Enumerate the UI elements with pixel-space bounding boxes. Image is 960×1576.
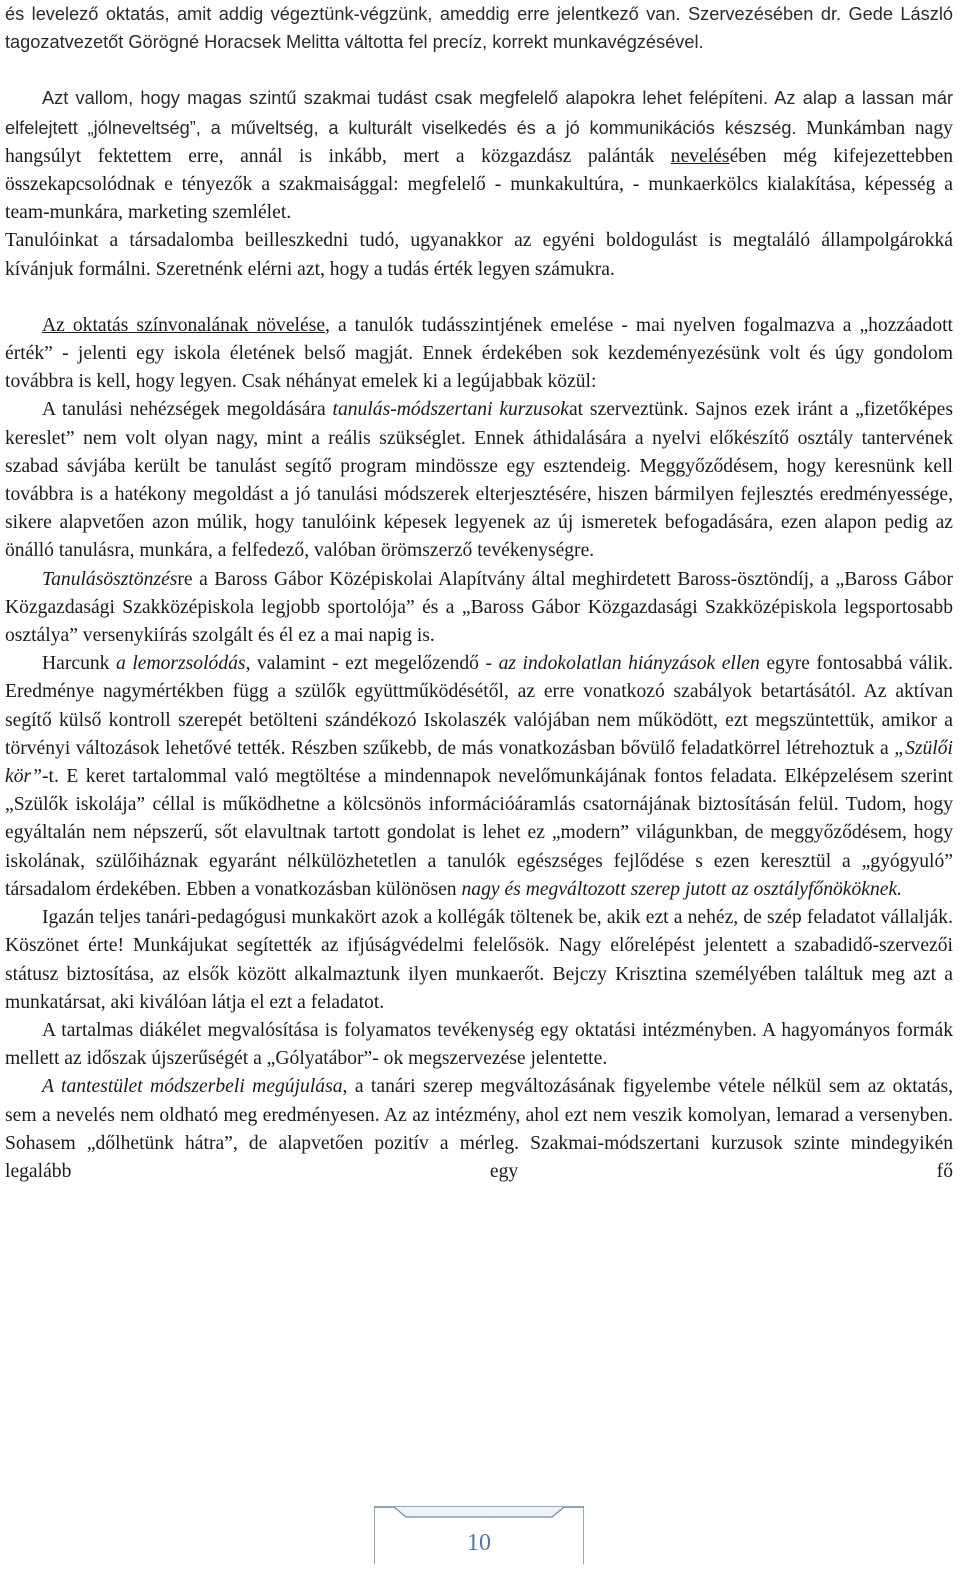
italic-phrase: A tantestület módszerbeli megújulása [42, 1076, 343, 1098]
paragraph-4 [5, 312, 953, 397]
page-footer [374, 1505, 584, 1565]
paragraph-2 [5, 84, 953, 227]
paragraph-9-text: A tartalmas diákélet megvalósítása is folyamatos tevékenység egy oktatási intézményben. A hagyományos formák mellett az időszak újszerűségét a „Gólyatábor”- ok megszervezése jelentette. [5, 1019, 953, 1070]
underlined-word: nevelés [670, 145, 730, 167]
paragraph-9 [5, 1017, 953, 1073]
paragraph-4-text: , a tanulók tudásszintjének emelése - mai nyelven fogalmazva a „hozzáadott érték” - jelenti egy iskola életének belső magját. Ennek érdekében sok kezdeményezésünk volt és úgy gondolom továbbra is kell, hogy legyen. Csak néhányat emelek ki a legújabbak közül: [5, 314, 954, 393]
page-number: 10 [467, 1530, 491, 1556]
italic-phrase: nagy és megváltozott szerep jutott az osztályfőnököknek. [461, 878, 903, 900]
paragraph-3-text: Tanulóinkat a társadalomba beilleszkedni tudó, ugyanakkor az egyéni boldogulást is megtaláló állampolgárokká kívánjuk formálni. Szeretnénk elérni azt, hogy a tudás érték legyen számukra. [5, 230, 953, 280]
document-page [5, 0, 953, 1186]
paragraph-6-text: re a Baross Gábor Középiskolai Alapítvány által meghirdetett Baross-ösztöndíj, a „Baross Gábor Közgazdasági Szakközépiskola legjobb sportolója” és a „Baross Gábor Közgazdasági Szakközépiskola legsportosabb osztálya” versenykiírás szolgált és él ez a mai napig is. [5, 568, 953, 647]
paragraph-gap [5, 56, 953, 84]
paragraph-2-text-a: Munkámban nagy hangsúlyt fektettem erre, annál is inkább, mert a közgazdász palánták [5, 117, 953, 167]
paragraph-8 [5, 904, 953, 1017]
paragraph-gap [5, 284, 953, 312]
paragraph-1-text: és levelező oktatás, amit addig végeztünk-végzünk, ameddig erre jelentkező van. Szervezésében dr. Gede László tagozatvezetőt Görögné Horacsek Melitta váltotta fel precíz, korrekt munkavégzésével. [5, 4, 953, 53]
paragraph-6 [5, 566, 953, 651]
paragraph-5 [5, 396, 953, 565]
paragraph-7 [5, 650, 953, 904]
paragraph-5-text-b: at szerveztünk. Sajnos ezek iránt a „fizetőképes kereslet” nem volt olyan nagy, mint a reális szükséglet. Ennek áthidalására a nyelvi előkészítő osztály tantervének szabad sávjába került be tanulást segítő program mindössze egy esztendeig. Meggyőződésem, hogy keresnünk kell továbbra is a hatékony megoldást a jó tanulási módszerek elterjesztésére, hiszen bármilyen fejlesztés eredményessége, sikere alapvetően azon múlik, hogy tanulóink képesek legyenek az új ismeretek befogadására, ezen alapon pedig az önálló tanulásra, munkára, a felfedező, valóban örömszerző tevékenységre. [5, 399, 953, 562]
paragraph-5-text-a: A tanulási nehézségek megoldására [42, 399, 333, 421]
italic-phrase: az indokolatlan hiányzások ellen [498, 653, 760, 675]
italic-phrase: Tanulásösztönzés [42, 568, 178, 590]
italic-phrase: tanulás-módszertani kurzusok [332, 399, 569, 421]
paragraph-2-text-b: ében még kifejezettebben összekapcsolódnak e tényezők a szakmaisággal: megfelelő - munkakultúra, - munkaerkölcs kialakítása, képesség a team-munkára, marketing szemlélet. [5, 145, 954, 224]
italic-phrase: a lemorzsolódás [116, 653, 246, 675]
footer-tab-notch [374, 1507, 584, 1517]
italic-phrase: „Szülői kör” [5, 737, 953, 788]
paragraph-7-text-b: , valamint - ezt megelőzendő - [245, 653, 499, 675]
paragraph-10-text: , a tanári szerep megváltozásának figyelembe vétele nélkül sem az oktatás, sem a nevelés nem oldható meg eredményesen. Az az intézmény, ahol ezt nem veszik komolyan, lemarad a versenyben. Sohasem „dőlhetünk hátra”, de alapvetően pozitív a mérleg. Szakmai-módszertani kurzusok szinte mindegyikén legalább egy fő [5, 1076, 953, 1182]
paragraph-10 [5, 1073, 953, 1186]
paragraph-7-text-d: -t. E keret tartalommal való megtöltése a mindennapok nevelőmunkájának fontos feladata. Elképzelésem szerint „Szülők iskolája” céllal is működhetne a kölcsönös információáramlás csatornájának biztosításán felül. Tudom, hogy egyáltalán nem népszerű, sőt elavultnak tartott gondolat is lehet ez „modern” világunkban, de meggyőződésem, hogy iskolának, szülőiháznak egyaránt nélkülözhetetlen a tanulók egészséges fejlődése s ezen keresztül a „gyógyuló” társadalom érdekében. Ebben a vonatkozásban különösen [5, 766, 953, 900]
paragraph-7-text-c: egyre fontosabbá válik. Eredménye nagymértékben függ a szülők együttműködésétől, az erre vonatkozó szabályok betartásától. Az aktívan segítő külső kontroll szerepét betölteni szándékozó Iskolaszék valójában nem működött, ezt megszüntettük, amikor a törvényi változások lehetővé tették. Részben szűkebb, de más vonatkozásban bővülő feladatkörrel létrehoztuk a [5, 653, 953, 759]
paragraph-8-text: Igazán teljes tanári-pedagógusi munkakört azok a kollégák töltenek be, akik ezt a nehéz, de szép feladatot vállalják. Köszönet érte! Munkájukat segítették az ifjúságvédelmi felelősök. Nagy előrelépést jelentett a szabadidő-szervezői státusz biztosítása, az elsők között alkalmaztunk ilyen munkaerőt. Bejczy Krisztina személyében találtuk meg azt a munkatársat, aki kiválóan látja el ezt a feladatot. [5, 907, 953, 1013]
paragraph-3 [5, 227, 953, 283]
paragraph-2-sans-text: Azt vallom, hogy magas szintű szakmai tudást csak megfelelő alapokra lehet felépíteni. Az alap a lassan már elfelejtett „jólneveltség”, a műveltség, a kulturált viselkedés és a jó kommunikációs készség. [5, 88, 953, 138]
paragraph-7-text-a: Harcunk [42, 653, 116, 675]
underlined-heading-phrase: Az oktatás színvonalának növelése [42, 314, 326, 336]
paragraph-1 [5, 0, 953, 56]
